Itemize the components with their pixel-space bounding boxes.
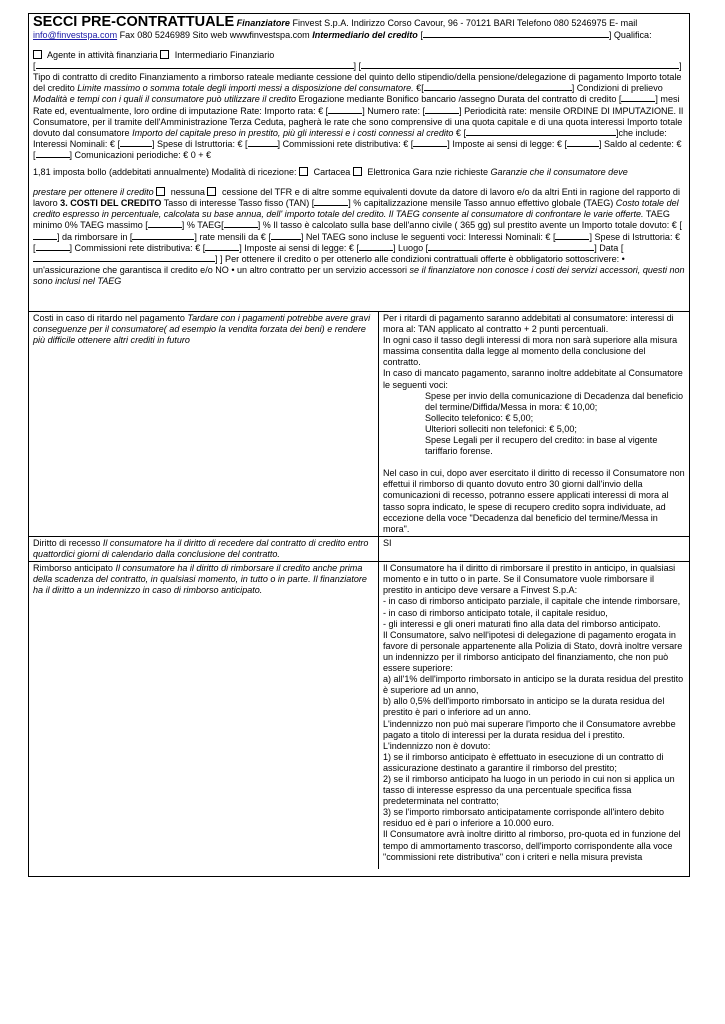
voci-commissioni-blank[interactable]: [205, 250, 239, 251]
table-row-rimborso: [29, 562, 689, 870]
imposte-blank[interactable]: [567, 146, 599, 147]
ritardo-p2: In caso di mancato pagamento, saranno inoltre addebitate al Consumatore le seguenti voci:: [383, 368, 683, 390]
rata-blank[interactable]: [328, 113, 362, 114]
rimborso-right: [379, 562, 690, 870]
bollo-line: [33, 167, 685, 178]
name-blank-1[interactable]: [36, 68, 354, 69]
tipo-contratto: Tipo di contratto di credito Finanziamento a rimborso rateale mediante cessione del quinto dello stipendio/della pensione/delegazione di pagamento: [33, 72, 624, 83]
importo-label: Importo totale del credito: [33, 72, 682, 94]
rimborso-p0: Il Consumatore ha il diritto di rimborsare il prestito in anticipo, in qualsiasi momento e in tutto o in parte. Se il Consumatore vuole rimborsare il prestito in anticipo deve versare a Finvest S.p.A:: [383, 563, 676, 596]
nessuna-checkbox[interactable]: [156, 187, 165, 196]
tan-blank[interactable]: [314, 205, 348, 206]
rimborso-p4: Il Consumatore, salvo nell'ipotesi di delegazione di pagamento erogata in favore di personale appartenente alla Polizia di Stato, dovrà inoltre versare un indennizzo per il rimborso anticipato del finanziamento, che non può essere superiore:: [383, 629, 683, 674]
recesso-label: Diritto di recesso: [33, 538, 101, 548]
voci-istruttoria-blank[interactable]: [36, 250, 70, 251]
periodicita: Periodicità rate: mensile ORDINE DI IMPUTAZIONE. Il Consumatore, per il tramite dell'Amministrazione Terza Ceduta, pagherà le rate che sono comprensive di una quota capitale e di una quota interessi Importo totale dovuto dal consumatore: [33, 105, 684, 138]
header-line-2: info@finvestspa.com Fax 080 5246989 Sito web wwwfinvestspa.com Intermediario del credito [ ] Qualifica:: [33, 30, 652, 40]
accessori-italic: se il finanziatore non conosce i costi dei servizi accessori, questi non sono inclusi nel TAEG: [33, 264, 685, 286]
intermediario-option-label: Intermediario Finanziario: [174, 50, 275, 61]
ritardo-p0: Per i ritardi di pagamento saranno addebitati al consumatore: interessi di mora al: TAN applicato al contratto + 2 punti percentuali.: [383, 313, 674, 335]
cessione-label: cessione del TFR e di altre somme equivalenti dovute da datore di lavoro e/o da altri Enti in ragione del: [221, 187, 635, 198]
ottenerlo: per ottenerlo alle condizioni contrattuali offerte è obbligatorio sottoscrivere: • un'assicurazione che garantisca il credito e/o NO • un altro contratto per: [33, 253, 625, 275]
name-blank-2[interactable]: [361, 68, 679, 69]
taeg-italic: Costo totale del credito espresso in percentuale, calcolata su base annua, dell' importo totale del credito. Il TAEG consente al consumatore di confrontare le varie offerte.: [33, 198, 679, 220]
taeg-c: ] % Il tasso è calcolato sulla base dell'anno civile ( 365: [257, 220, 476, 231]
accessori: un servizio accessori: [323, 264, 407, 275]
qualifica-options: [33, 50, 685, 61]
ritardo-voce-3: Spese Legali per il recupero del credito: in base al vigente tariffario forense.: [425, 435, 658, 457]
durata-blank[interactable]: [621, 101, 655, 102]
voci-c: ] Commissioni rete distributiva: € [: [69, 242, 206, 253]
ritardo-voce-1: Sollecito telefonico: € 5,00;: [425, 412, 534, 423]
rimborso-p3: - gli interessi e gli oneri maturati fino alla data del rimborso anticipato.: [383, 618, 661, 629]
ritardo-voce-2: Ulteriori solleciti non telefonici: € 5,00;: [425, 423, 577, 434]
rapporto: rapporto di lavoro: [33, 187, 680, 209]
rimborso-p7: L'indennizzo non può mai superare l'importo che il Consumatore avrebbe pagato a titolo di interessi per la durata residua del i prestito.: [383, 718, 676, 740]
importo-desc: Limite massimo o somma totale degli importi messi a disposizione del consumatore.: [77, 83, 414, 94]
costi-heading: 3. COSTI DEL CREDITO: [60, 198, 162, 209]
taeg-min: TAEG minimo 0% TAEG massimo [: [33, 209, 670, 231]
luogo-c: ] Data [: [594, 242, 624, 253]
rimborso-p12: Il Consumatore avrà inoltre diritto al rimborso, pro-quota ed in funzione del tempo di ammortamento trascorso, dell'importo corrispondente alla voce "commissioni rete distributiva" con i criteri e nella misura prevista: [383, 829, 681, 862]
taeg: (TAEG): [583, 198, 614, 209]
data-blank[interactable]: [33, 261, 215, 262]
intermediario-checkbox[interactable]: [160, 50, 169, 59]
rimborso-p2: - in caso di rimborso anticipato totale, il capitale residuo,: [383, 607, 608, 618]
condizioni-label: Condizioni di prelievo: [576, 83, 663, 94]
commissioni: Commissioni rete distributiva: € [: [282, 138, 414, 149]
voci-imposte-blank[interactable]: [359, 250, 393, 251]
gg-blank[interactable]: [33, 239, 57, 240]
fax-web: Fax 080 5246989 Sito web wwwfinvestspa.com: [119, 30, 310, 40]
form-header-section: [29, 14, 689, 312]
ritardo-p1: In ogni caso il tasso degli interessi di mora non sarà superiore alla misura massima consentita dalla legge al momento della conclusione del contratto.: [383, 335, 678, 368]
importo-tail: €[: [416, 83, 424, 94]
ritardo-recesso: Nel caso in cui, dopo aver esercitato il diritto di recesso il Consumatore non effettui il rimborso di quanto dovuto entro 30 giorni dall'invio della comunicazioni di recesso, potranno essere applicati interessi di mora al tasso sopra indicato, le spese di recupero credito sopra individuate, ad eccezione della voce "Decadenza dal beneficio del termine/Messa in mora".: [383, 468, 685, 534]
garanzie-italic: Garanzie che il consumatore deve: [490, 167, 628, 178]
condizioni-desc: Modalità e tempi con i quali il consumatore può utilizzare il credito: [33, 94, 296, 105]
rimborso-p5: a) all'1% dell'importo rimborsato in anticipo se la durata residua del prestito è superiore ad un anno,: [383, 674, 684, 696]
tasso: Tasso di interesse Tasso fisso (TAN) [: [163, 198, 315, 209]
gg: gg) sul prestito avente un Importo totale dovuto: € [: [477, 220, 682, 231]
agente-label: Agente in attività finanziaria: [47, 50, 158, 61]
nessuna-label: nessuna: [170, 187, 205, 198]
finanziatore-label: Finanziatore: [236, 18, 290, 28]
gg-c: ] rate mensili da € [: [194, 231, 271, 242]
luogo-blank[interactable]: [428, 250, 594, 251]
commissioni-blank[interactable]: [413, 146, 447, 147]
luogo-b: ] Luogo [: [392, 242, 429, 253]
recesso-right: SI: [379, 537, 690, 562]
agente-checkbox[interactable]: [33, 50, 42, 59]
gg-rate-blank[interactable]: [132, 239, 194, 240]
cartacea-label: Cartacea: [313, 167, 351, 178]
intermediario-blank[interactable]: [423, 37, 609, 38]
rimborso-desc: Il consumatore ha il diritto di rimborsare il credito anche prima della scadenza del contratto, in qualsiasi momento, in tutto o in parte. Il finanziatore ha il diritto a un indennizzo in caso di rimborso anticipato.: [33, 563, 367, 596]
taeg-blank[interactable]: [224, 227, 258, 228]
saldo-blank[interactable]: [36, 157, 70, 158]
table-row-ritardo: [29, 312, 689, 537]
imposte: ] Imposte ai sensi di legge: € [: [447, 138, 567, 149]
rimborso-p10: 2) se il rimborso anticipato ha luogo in un periodo in cui non si applica un tasso di interesse espresso da una percentuale specifica fissa predeterminata nel contratto;: [383, 773, 675, 807]
costi-paragraph: [33, 187, 685, 287]
pd: ] Spese di Istruttoria: € [: [151, 138, 248, 149]
header-line-1: [33, 15, 685, 30]
voci: seguenti voci: Interessi Nominali: € [: [410, 231, 556, 242]
ritardo-left: [29, 312, 379, 537]
rimborso-p6: b) allo 0,5% dell'importo rimborsato in anticipo se la durata residua del prestito è pari o inferiore ad un anno.: [383, 696, 665, 718]
gg-rata-blank[interactable]: [271, 239, 301, 240]
tasso-b: ] % capitalizzazione mensile Tasso annuo effettivo globale: [348, 198, 581, 209]
voci-d: ] Imposte ai sensi di legge:: [239, 242, 347, 253]
recesso-left: [29, 537, 379, 562]
recesso-desc: Il consumatore ha il diritto di recedere dal contratto di credito entro quattordici giorni di calendario dalla conclusione del contratto.: [33, 538, 369, 560]
rimborso-p11: 3) se l'importo rimborsato anticipatamente corrisponde all'intero debito residuo ed è pari o inferiore a 10.000 euro.: [383, 807, 665, 829]
rimborso-left: [29, 562, 379, 870]
table-row-recesso: [29, 537, 689, 562]
name-blanks: [ ] [ ]: [33, 61, 682, 72]
cessione-checkbox[interactable]: [207, 187, 216, 196]
elettronica-label: Elettronica Gara nzie richieste: [367, 167, 488, 178]
ritardo-desc: Tardare con i pagamenti potrebbe avere gravi conseguenze per il consumatore( ad esempio la vendita forzata dei beni) e rendere più difficile ottenere altri crediti in futuro: [33, 313, 371, 346]
rimborso-p8: L'indennizzo non è dovuto:: [383, 740, 491, 751]
periodicita-italic: Importo del capitale preso in prestito, più gli interessi e i costi connessi al credito: [132, 127, 454, 138]
numero-rate-blank[interactable]: [425, 113, 459, 114]
ritardo-voce-0: Spese per invio della comunicazione di Decadenza dal beneficio del termine/Diffida/Messa in mora: € 10,00;: [425, 390, 683, 412]
ritardo-label: Costi in caso di ritardo nel pagamento: [33, 313, 185, 323]
page-title: SECCI PRE-CONTRATTUALE: [33, 14, 235, 30]
interessi-blank[interactable]: [120, 146, 152, 147]
importo-blank[interactable]: [424, 90, 572, 91]
cartacea-checkbox[interactable]: [299, 167, 308, 176]
luogo-a: € [: [348, 242, 359, 253]
pc: ]che include: Interessi Nominali: € [: [33, 127, 667, 149]
info-paragraph: Tipo di contratto di credito Finanziamento a rimborso rateale mediante cessione del quinto dello stipendio/della pensione/delegazione di pagamento Importo totale del credito Limite massimo o somma totale degli importi messi a disposizione del consumatore. €[ ] Condizioni di prelievo Modalità e tempi con i quali il consumatore può utilizzare il credito Erogazione mediante Bonifico bancario /assegno Durata del contratto di credito [ ] mesi Rate ed, eventualmente, loro ordine di imputazione Rate: Importo rata: € [ ] Numero rate: [ ] Periodicità rate: mensile ORDINE DI IMPUTAZIONE. Il Consumatore, per il tramite dell'Amministrazione Terza Ceduta, pagherà le rate che sono comprensive di una quota capitale e di una quota interessi Importo totale dovuto dal consumatore Importo del capitale preso in prestito, più gli interessi e i costi connessi al credito € [ ]che include: Interessi Nominali: € [ ] Spese di Istruttoria: € [ ] Commissioni rete distributiva: € [ ] Imposte ai sensi di legge: € [ ] Saldo al cedente: € [ ] Comunicazioni periodiche: € 0 + €: [33, 72, 684, 160]
saldo: ] Saldo al cedente: € [: [33, 138, 682, 160]
durata-c: ] Numero rate: [: [362, 105, 426, 116]
voci-b: ] Spese di Istruttoria: € [: [33, 231, 680, 253]
gg-b: ] da rimborsare in [: [57, 231, 133, 242]
taeg-max-blank[interactable]: [148, 227, 182, 228]
voci-interessi-blank[interactable]: [555, 239, 589, 240]
intermediario-label: Intermediario del credito: [312, 30, 418, 40]
email-link[interactable]: info@finvestspa.com: [33, 30, 118, 40]
cost-table: [29, 312, 689, 869]
durata-a: contratto di credito [: [541, 94, 622, 105]
rimborso-p1: - in caso di rimborso anticipato parziale, il capitale che intende rimborsare,: [383, 596, 681, 607]
bollo: 1,81 imposta bollo (addebitati annualmente) Modalità di ricezione:: [33, 167, 297, 178]
taeg-b: ] % TAEG[: [181, 220, 224, 231]
ritardo-right: [379, 312, 690, 537]
rimborso-p9: 1) se il rimborso anticipato è effettuato in esecuzione di un contratto di assicurazione destinato a garantire il rimborso del prestito;: [383, 751, 664, 773]
secci-form: [28, 13, 690, 877]
condizioni-tail: Erogazione mediante Bonifico bancario /assegno Durata del: [298, 94, 540, 105]
elettronica-checkbox[interactable]: [353, 167, 362, 176]
prestare-italic: prestare per ottenere il credito: [33, 187, 154, 198]
comunicazioni: ] Comunicazioni periodiche: € 0 + €: [69, 149, 212, 160]
totale-dovuto-blank[interactable]: [466, 135, 616, 136]
finanziatore-info: Finvest S.p.A. Indirizzo Corso Cavour, 96 - 70121 BARI Telefono 080 5246975 E- mail: [292, 18, 638, 28]
rimborso-label: Rimborso anticipato: [33, 563, 113, 574]
luogo-d: ] ] Per ottenere il credito o: [215, 253, 319, 264]
durata-b: ] mesi Rate ed, eventualmente, loro ordine di imputazione Rate: Importo rata: € [: [33, 94, 680, 116]
pb: € [: [455, 127, 466, 138]
qualifica-label: Qualifica:: [613, 30, 652, 40]
gg-d: ] Nel TAEG sono incluse le: [300, 231, 409, 242]
istruttoria-blank[interactable]: [248, 146, 278, 147]
